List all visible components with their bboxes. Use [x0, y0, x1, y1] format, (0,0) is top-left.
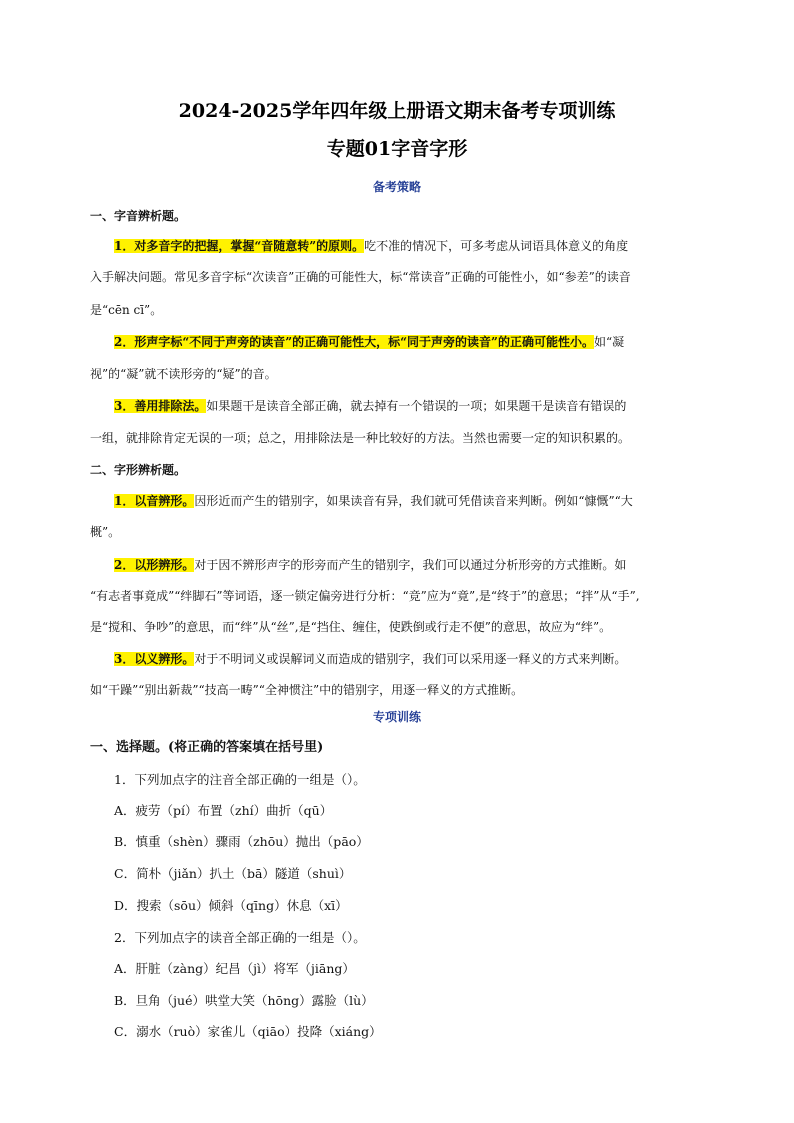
paragraph-line: [114, 238, 628, 254]
paragraph-text: 对于不明词义或误解词义而造成的错别字，我们可以采用逐一释义的方式来判断。: [194, 652, 627, 666]
highlight-text: 3．善用排除法。: [114, 399, 207, 413]
question-stem: 2．下列加点字的读音全部正确的一组是（）。: [114, 930, 366, 945]
section-heading-choice: 一、选择题。(将正确的答案填在括号里): [90, 740, 324, 755]
paragraph-line: “有志者事竟成”“绊脚石”等词语，逐一锁定偏旁进行分析：“竞”应为“竟”,是“终于”的意思；“拌”从“手”,: [90, 589, 640, 603]
paragraph-line: 入手解决问题。常见多音字标“次读音”正确的可能性大，标“常读音”正确的可能性小，如“参差”的读音: [90, 270, 631, 284]
highlight-text: 3．以义辨形。: [114, 652, 195, 666]
paragraph-line: [114, 651, 626, 667]
question-option: C．溺水（ruò）家雀儿（qiāo）投降（xiáng）: [114, 1024, 382, 1039]
paragraph-line: [114, 557, 626, 573]
highlight-text: 1．以音辨形。: [114, 494, 195, 508]
paragraph-text: 因形近而产生的错别字，如果读音有异，我们就可凭借读音来判断。例如“慷慨”“大: [194, 494, 633, 508]
paragraph-line: 一组，就排除肯定无误的一项；总之，用排除法是一种比较好的方法。当然也需要一定的知识积累的。: [90, 431, 631, 445]
paragraph-text: 如果题干是读音全部正确，就去掉有一个错误的一项；如果题干是读音有错误的: [206, 399, 627, 413]
paragraph-line: 概”。: [90, 525, 121, 539]
strategy-heading: 备考策略: [372, 180, 421, 194]
paragraph-line: [114, 334, 624, 350]
question-option: C．简朴（jiǎn）扒土（bā）隧道（shuì）: [114, 866, 352, 881]
paragraph-line: 是“搅和、争吵”的意思，而“绊”从“丝”,是“挡住、缠住，使跌倒或行走不便”的意思，故应为“绊”。: [90, 620, 612, 634]
question-stem: 1．下列加点字的注音全部正确的一组是（）。: [114, 772, 366, 787]
highlight-text: 1．对多音字的把握，掌握“音随意转”的原则。: [114, 239, 365, 253]
paragraph-line: 是“cēn cī”。: [90, 303, 163, 317]
document-subtitle: 专题01字音字形: [326, 138, 468, 160]
section-heading-glyph: 二、字形辨析题。: [90, 463, 187, 477]
paragraph-line: 如“干躁”“别出新裁”“技高一畴”“全神惯注”中的错别字，用逐一释义的方式推断。: [90, 683, 524, 697]
paragraph-line: 视”的“凝”就不读形旁的“疑”的音。: [90, 367, 277, 381]
question-option: D．搜索（sōu）倾斜（qīng）休息（xī）: [114, 898, 348, 913]
training-heading: 专项训练: [372, 710, 421, 724]
paragraph-line: [114, 493, 633, 509]
question-option: A．疲劳（pí）布置（zhí）曲折（qū）: [114, 803, 333, 818]
paragraph-text: 吃不准的情况下，可多考虑从词语具体意义的角度: [364, 239, 629, 253]
document-title: 2024-2025学年四年级上册语文期末备考专项训练: [178, 100, 616, 122]
section-heading-pronunciation: 一、字音辨析题。: [90, 209, 187, 223]
highlight-text: 2．形声字标“不同于声旁的读音”的正确可能性大，标“同于声旁的读音”的正确可能性小。: [114, 335, 594, 349]
paragraph-text: 如“凝: [593, 335, 625, 349]
paragraph-text: 对于因不辨形声字的形旁而产生的错别字，我们可以通过分析形旁的方式推断。如: [194, 558, 627, 572]
question-option: A．肝脏（zàng）纪昌（jì）将军（jiāng）: [114, 961, 355, 976]
question-option: B．旦角（jué）哄堂大笑（hōng）露脸（lù）: [114, 993, 374, 1008]
question-option: B．慎重（shèn）骤雨（zhōu）抛出（pāo）: [114, 834, 369, 849]
highlight-text: 2．以形辨形。: [114, 558, 195, 572]
paragraph-line: [114, 398, 626, 414]
